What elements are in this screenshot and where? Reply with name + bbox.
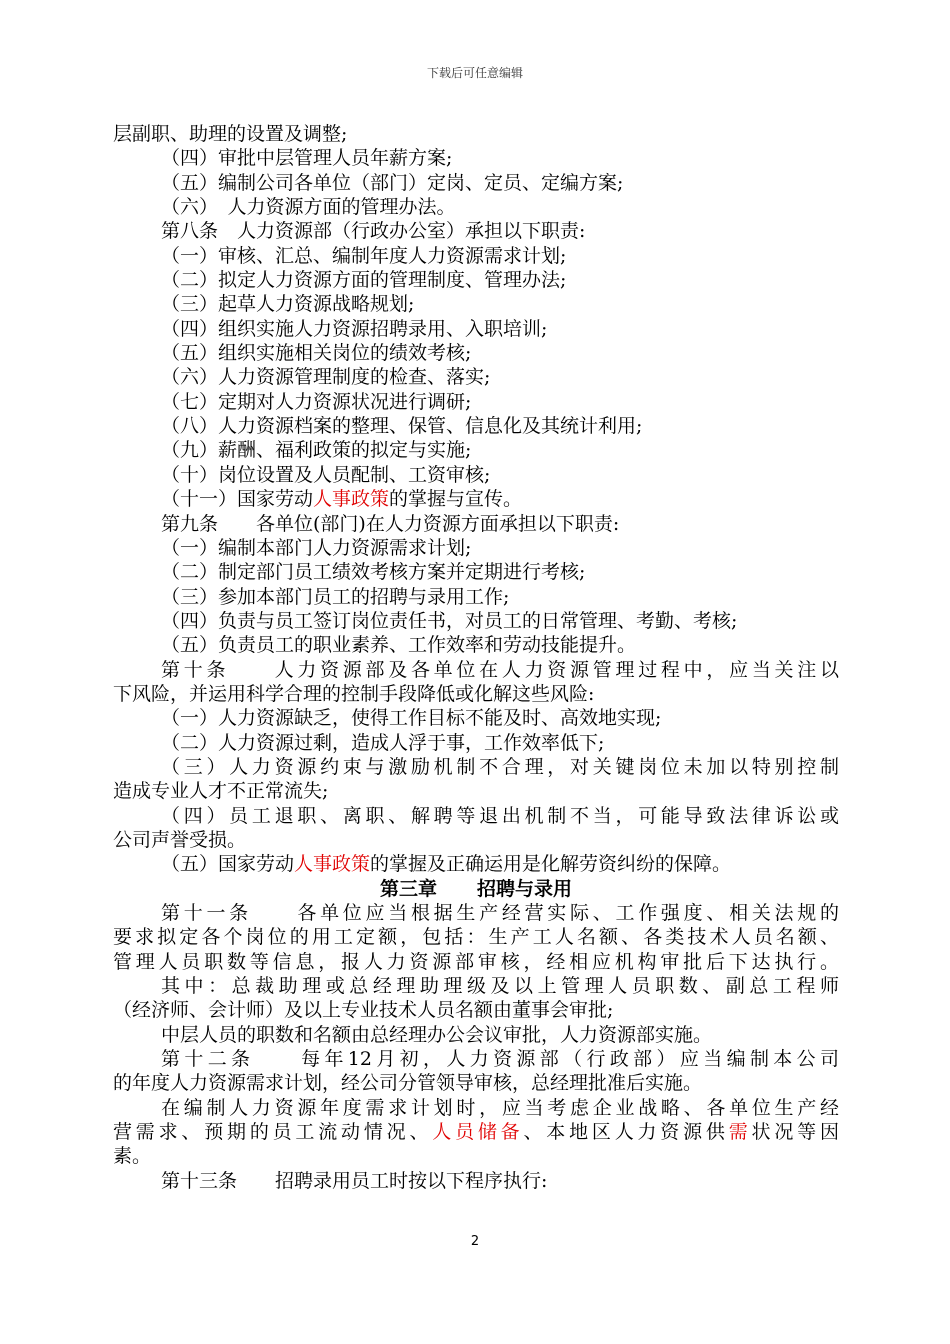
text-segment: 的掌握与宣传。	[389, 488, 523, 511]
text-line: （四）审批中层管理人员年薪方案;	[161, 147, 453, 170]
highlighted-term: 人事政策	[294, 853, 371, 876]
text-line: （四）组织实施人力资源招聘录用、入职培训;	[161, 317, 548, 340]
text-line: 要求拟定各个岗位的用工定额，包括：生产工人名额、各类技术人员名额、	[113, 926, 839, 949]
text-line: （一）审核、汇总、编制年度人力资源需求计划;	[161, 244, 567, 267]
text-line: （五）负责员工的职业素养、工作效率和劳动技能提升。	[161, 634, 637, 657]
text-segment: 状况等因	[751, 1121, 839, 1144]
text-line: （三）参加本部门员工的招聘与录用工作;	[161, 585, 510, 608]
chapter-title: 招聘与录用	[477, 877, 573, 900]
text-line: （九）薪酬、福利政策的拟定与实施;	[161, 439, 472, 462]
text-line: （六） 人力资源方面的管理办法。	[161, 196, 456, 219]
text-line: （八）人力资源档案的整理、保管、信息化及其统计利用;	[161, 415, 643, 438]
text-segment: 的掌握及正确运用是化解劳资纠纷的保障。	[370, 853, 732, 876]
text-line: 公司声誉受损。	[113, 828, 247, 851]
text-line: （四）负责与员工签订岗位责任书，对员工的日常管理、考勤、考核;	[161, 609, 738, 632]
text-line: 在编制人力资源年度需求计划时，应当考虑企业战略、各单位生产经	[161, 1096, 839, 1119]
text-line: （七）定期对人力资源状况进行调研;	[161, 390, 472, 413]
text-line: （四）员工退职、离职、解聘等退出机制不当，可能导致法律诉讼或	[161, 804, 839, 827]
text-line: 其中：总裁助理或总经理助理级及以上管理人员职数、副总工程师	[161, 975, 839, 998]
highlighted-term: 需	[728, 1121, 752, 1144]
text-line: （十）岗位设置及人员配制、工资审核;	[161, 463, 491, 486]
page-number: 2	[470, 1234, 480, 1249]
text-line: （一）编制本部门人力资源需求计划;	[161, 536, 472, 559]
text-segment: （十一）国家劳动	[161, 488, 314, 511]
text-line: （二）拟定人力资源方面的管理制度、管理办法;	[161, 269, 567, 292]
text-line: （一）人力资源缺乏，使得工作目标不能及时、高效地实现;	[161, 707, 662, 730]
text-line: 的年度人力资源需求计划，经公司分管领导审核，总经理批准后实施。	[113, 1072, 703, 1095]
text-line: （二）制定部门员工绩效考核方案并定期进行考核;	[161, 561, 586, 584]
text-segment: 、本地区人力资源供	[523, 1121, 729, 1144]
text-segment: 营需求、预期的员工流动情况、	[113, 1121, 433, 1144]
text-line	[113, 852, 839, 876]
text-line: （经济师、会计师）及以上专业技术人员名额由董事会审批;	[113, 999, 614, 1022]
text-line	[113, 1120, 839, 1144]
text-line: （三）人力资源约束与激励机制不合理，对关键岗位未加以特别控制	[161, 755, 839, 778]
text-segment: （五）国家劳动	[161, 853, 295, 876]
text-line: 造成专业人才不正常流失;	[113, 780, 329, 803]
chapter-number: 第三章	[379, 877, 437, 900]
highlighted-term: 人员储备	[432, 1121, 524, 1144]
article-heading: 第十条 人力资源部及各单位在人力资源管理过程中，应当关注以	[161, 658, 839, 681]
article-heading: 第十一条 各单位应当根据生产经营实际、工作强度、相关法规的	[161, 902, 839, 924]
text-line: 管理人员职数等信息，报人力资源部审核，经相应机构审批后下达执行。	[113, 950, 839, 973]
article-heading: 第九条 各单位(部门)在人力资源方面承担以下职责:	[161, 512, 620, 535]
document-body	[113, 122, 839, 1193]
article-heading: 第十二条 每年12月初，人力资源部（行政部）应当编制本公司	[161, 1048, 839, 1071]
article-heading: 第八条 人力资源部（行政办公室）承担以下职责:	[161, 220, 586, 243]
article-heading: 第十三条 招聘录用员工时按以下程序执行:	[161, 1169, 548, 1192]
text-line: （五）编制公司各单位（部门）定岗、定员、定编方案;	[161, 171, 624, 194]
text-line	[113, 487, 839, 511]
text-line: 层副职、助理的设置及调整;	[113, 123, 348, 145]
text-line: （三）起草人力资源战略规划;	[161, 293, 415, 316]
text-line: （六）人力资源管理制度的检查、落实;	[161, 366, 491, 389]
text-line: 素。	[113, 1145, 152, 1168]
text-line: （五）组织实施相关岗位的绩效考核;	[161, 342, 472, 365]
text-line: 下风险，并运用科学合理的控制手段降低或化解这些风险:	[113, 682, 595, 705]
highlighted-term: 人事政策	[313, 488, 390, 511]
chapter-heading	[113, 877, 839, 901]
page-header: 下载后可任意编辑	[426, 66, 523, 80]
text-line: （二）人力资源过剩，造成人浮于事，工作效率低下;	[161, 731, 605, 754]
text-line: 中层人员的职数和名额由总经理办公会议审批，人力资源部实施。	[161, 1023, 713, 1046]
